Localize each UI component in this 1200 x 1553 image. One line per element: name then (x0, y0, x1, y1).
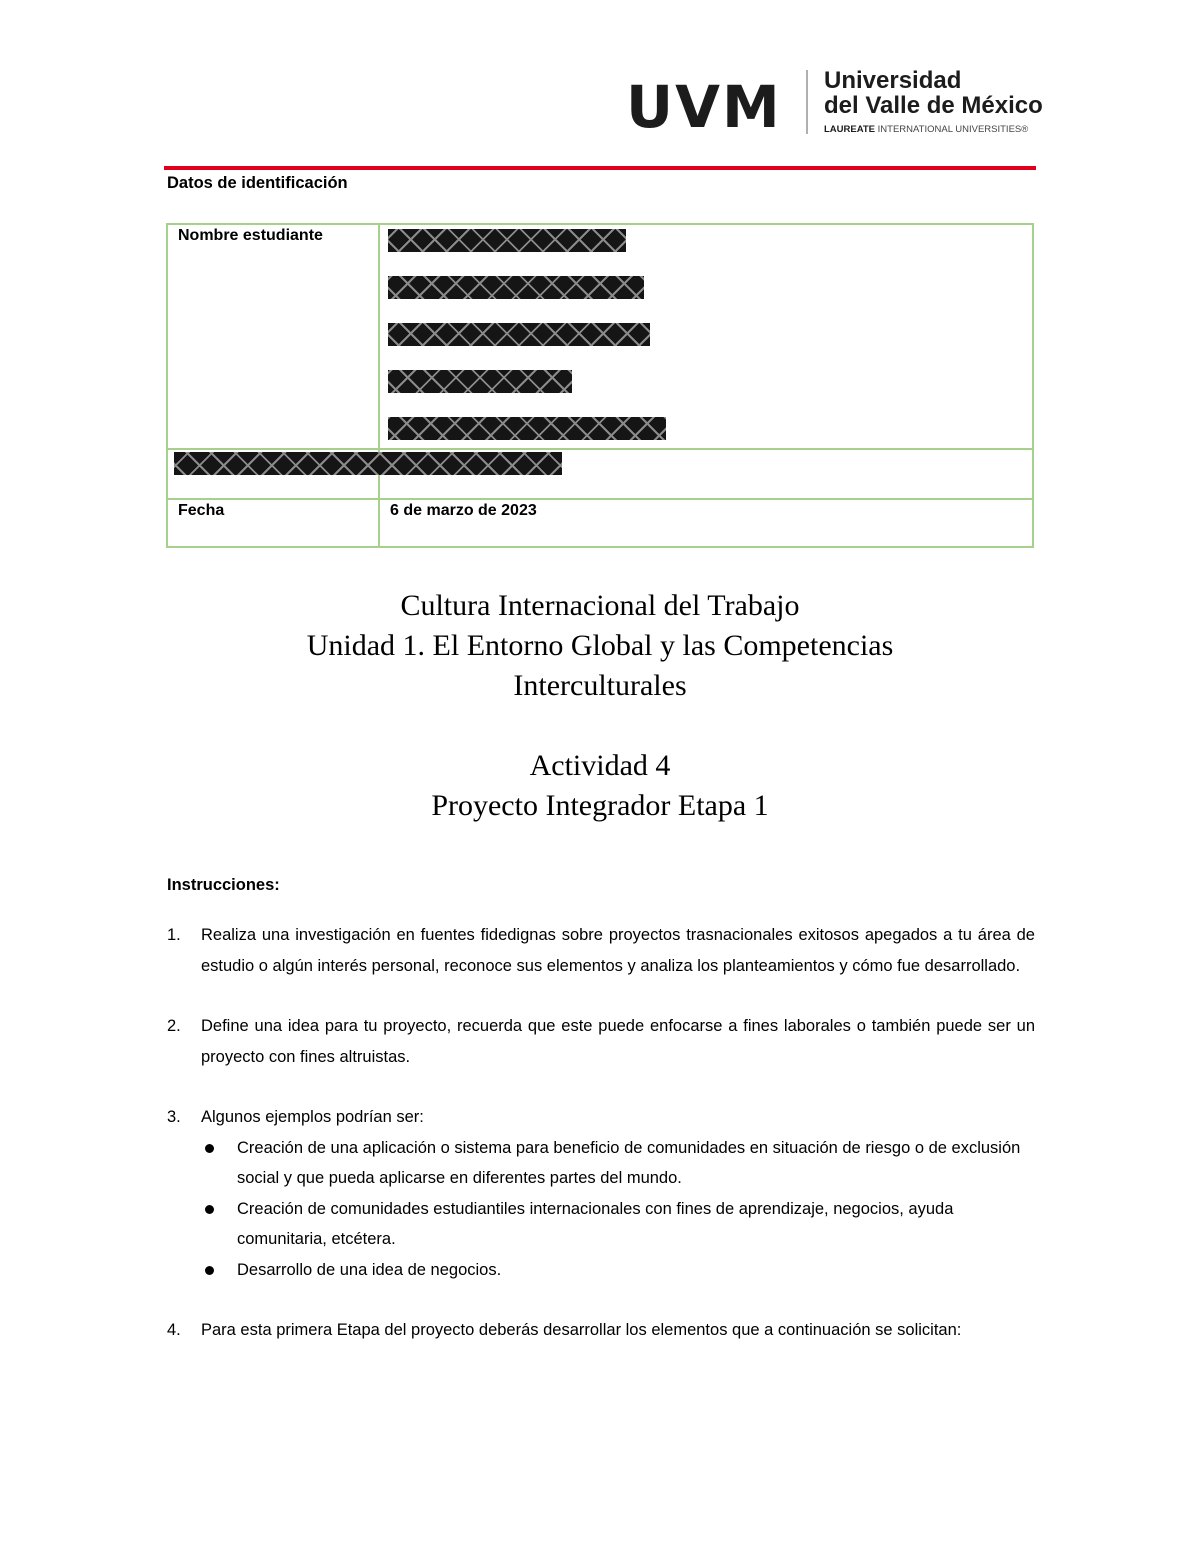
list-item (167, 1011, 1035, 1072)
table-row (167, 224, 1033, 449)
item-text: Algunos ejemplos podrían ser: (201, 1108, 424, 1126)
list-item (167, 1315, 1035, 1346)
date-value-cell (379, 499, 1033, 547)
bullet-icon (205, 1266, 214, 1275)
list-item (167, 1102, 1035, 1285)
list-item (201, 1133, 1035, 1194)
date-label: Fecha (178, 502, 225, 519)
logo-tagline (824, 124, 1028, 135)
item-number: 4. (167, 1321, 181, 1339)
identification-title: Datos de identificación (167, 174, 348, 192)
logo-name-line1: Universidad (824, 67, 962, 94)
example-text: Desarrollo de una idea de negocios. (237, 1260, 502, 1279)
redacted-name (388, 417, 666, 440)
student-label: Nombre estudiante (178, 227, 323, 244)
item-text: Define una idea para tu proyecto, recuerda que este puede enfocarse a fines laborales o también puede ser un proyecto con fines altruistas. (201, 1017, 1035, 1066)
table-row (167, 499, 1033, 547)
instructions-label: Instrucciones: (167, 876, 280, 894)
redacted-name (388, 229, 626, 252)
document-titles (0, 586, 1200, 826)
unit-title-line1: Unidad 1. El Entorno Global y las Competencias (306, 629, 894, 662)
date-value: 6 de marzo de 2023 (390, 502, 537, 519)
examples-list (201, 1133, 1035, 1286)
bullet-icon (205, 1205, 214, 1214)
redacted-label-cell (167, 449, 379, 499)
course-title: Cultura Internacional del Trabajo (400, 589, 800, 622)
project-title: Proyecto Integrador Etapa 1 (431, 789, 769, 822)
header-red-rule (164, 166, 1036, 170)
identification-table (166, 223, 1034, 548)
activity-title: Actividad 4 (529, 749, 671, 782)
logo-divider (806, 70, 808, 134)
redacted-field (174, 452, 562, 475)
redacted-name (388, 323, 650, 346)
bullet-icon (205, 1144, 214, 1153)
example-text: Creación de una aplicación o sistema para beneficio de comunidades en situación de riesgo o de exclusión social y que pueda aplicarse en diferentes partes del mundo. (237, 1138, 1021, 1187)
redacted-name (388, 276, 644, 299)
instructions-list (167, 920, 1035, 1376)
student-label-cell (167, 224, 379, 449)
item-text: Para esta primera Etapa del proyecto deberás desarrollar los elementos que a continuación se solicitan: (201, 1321, 962, 1339)
item-number: 3. (167, 1108, 181, 1126)
logo-mark: UVM (626, 73, 782, 141)
unit-title-line2: Interculturales (513, 669, 687, 702)
logo-name (824, 68, 1043, 118)
uvm-logo (626, 66, 1043, 141)
example-text: Creación de comunidades estudiantiles internacionales con fines de aprendizaje, negocios, ayuda comunitaria, etcétera. (237, 1199, 954, 1248)
logo-tag-bold: LAUREATE (824, 124, 876, 135)
logo-tag-rest: INTERNATIONAL UNIVERSITIES® (877, 124, 1029, 135)
date-label-cell (167, 499, 379, 547)
student-names-cell (379, 224, 1033, 449)
list-item (201, 1194, 1035, 1255)
list-item (201, 1255, 1035, 1286)
item-text: Realiza una investigación en fuentes fidedignas sobre proyectos trasnacionales exitosos apegados a tu área de estudio o algún interés personal, reconoce sus elementos y analiza los planteamientos y cómo fue desarrollado. (201, 926, 1035, 975)
list-item (167, 920, 1035, 981)
item-number: 1. (167, 926, 181, 944)
logo-name-line2: del Valle de México (824, 92, 1043, 119)
redacted-name (388, 370, 572, 393)
table-row (167, 449, 1033, 499)
item-number: 2. (167, 1017, 181, 1035)
